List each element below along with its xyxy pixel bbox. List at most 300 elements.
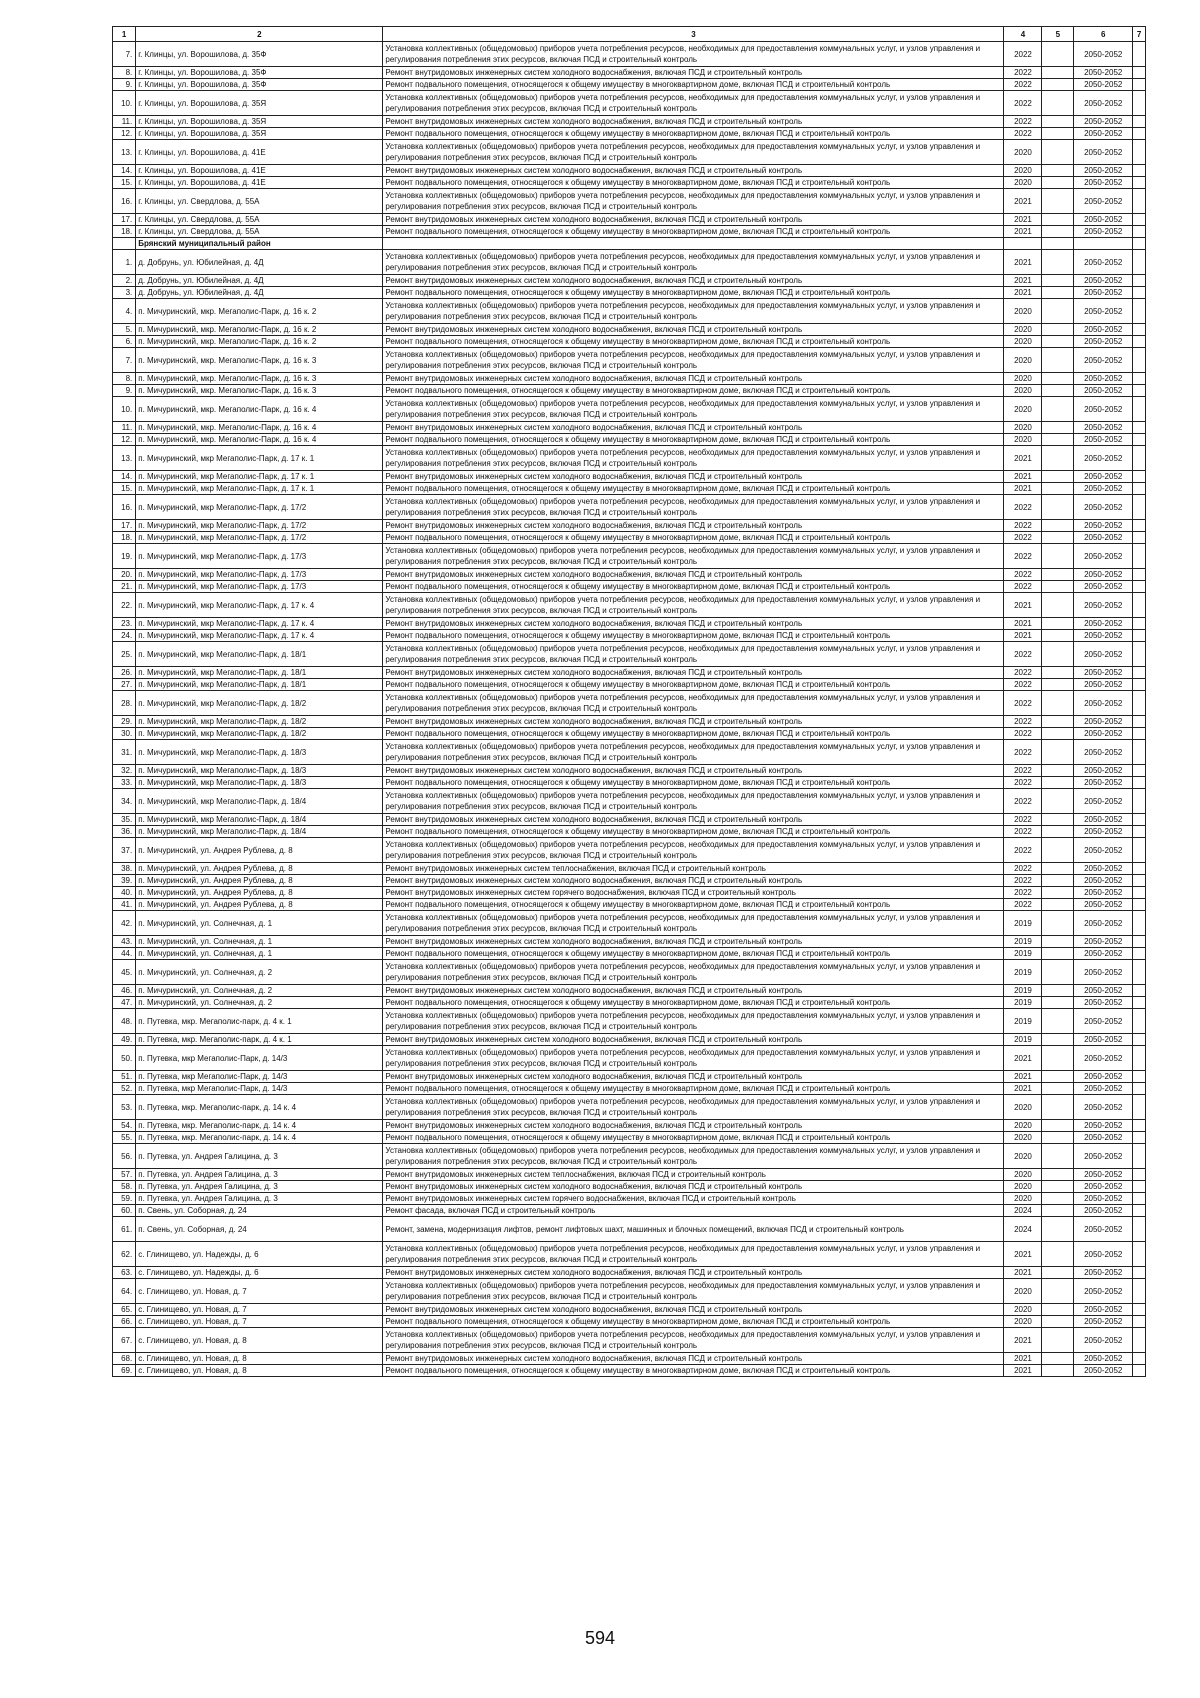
period-cell: 2050-2052: [1074, 1009, 1133, 1034]
table-row: [113, 42, 1146, 67]
work-description-cell: Установка коллективных (общедомовых) приборов учета потребления ресурсов, необходимых для предоставления коммунальных услуг, и узлов управления и регулирования потребления этих ресурсов, включая ПСД и строительный контроль: [383, 691, 1004, 716]
column-5-cell: [1042, 1009, 1074, 1034]
column-7-cell: [1133, 336, 1146, 348]
column-5-cell: [1042, 777, 1074, 789]
year-cell: 2020: [1004, 324, 1042, 336]
year-cell: 2021: [1004, 471, 1042, 483]
row-number: 60.: [113, 1205, 136, 1217]
year-cell: 2020: [1004, 1132, 1042, 1144]
row-number: 33.: [113, 777, 136, 789]
year-cell: 2021: [1004, 483, 1042, 495]
column-7-cell: [1133, 765, 1146, 777]
column-5-cell: [1042, 483, 1074, 495]
table-body: [113, 42, 1146, 1377]
row-number: 69.: [113, 1365, 136, 1377]
period-cell: 2050-2052: [1074, 593, 1133, 618]
column-5-cell: [1042, 618, 1074, 630]
row-number: 14.: [113, 471, 136, 483]
address-cell: п. Мичуринский, ул. Андрея Рублева, д. 8: [136, 863, 383, 875]
table-row: [113, 128, 1146, 140]
period-cell: 2050-2052: [1074, 42, 1133, 67]
address-cell: п. Мичуринский, мкр. Мегаполис-Парк, д. 16 к. 2: [136, 324, 383, 336]
work-description-cell: Ремонт внутридомовых инженерных систем холодного водоснабжения, включая ПСД и строительный контроль: [383, 275, 1004, 287]
column-5-cell: [1042, 789, 1074, 814]
address-cell: г. Клинцы, ул. Ворошилова, д. 35Ф: [136, 42, 383, 67]
period-cell: 2050-2052: [1074, 728, 1133, 740]
section-title: Брянский муниципальный район: [136, 238, 383, 250]
address-cell: п. Мичуринский, мкр Мегаполис-Парк, д. 18/3: [136, 777, 383, 789]
column-header-2: 2: [136, 27, 383, 42]
year-cell: 2021: [1004, 1328, 1042, 1353]
column-5-cell: [1042, 581, 1074, 593]
year-cell: 2024: [1004, 1217, 1042, 1242]
table-row: [113, 948, 1146, 960]
column-7-cell: [1133, 728, 1146, 740]
column-5-cell: [1042, 189, 1074, 214]
row-number: 62.: [113, 1242, 136, 1267]
year-cell: 2020: [1004, 299, 1042, 324]
table-row: [113, 1353, 1146, 1365]
row-number: 24.: [113, 630, 136, 642]
period-cell: 2050-2052: [1074, 691, 1133, 716]
year-cell: 2021: [1004, 275, 1042, 287]
year-cell: 2020: [1004, 373, 1042, 385]
table-row: [113, 1316, 1146, 1328]
table-row: [113, 397, 1146, 422]
work-description-cell: Установка коллективных (общедомовых) приборов учета потребления ресурсов, необходимых для предоставления коммунальных услуг, и узлов управления и регулирования потребления этих ресурсов, включая ПСД и строительный контроль: [383, 838, 1004, 863]
period-cell: 2050-2052: [1074, 495, 1133, 520]
column-7-cell: [1133, 1009, 1146, 1034]
table-row: [113, 1193, 1146, 1205]
year-cell: 2022: [1004, 789, 1042, 814]
table-row: [113, 1009, 1146, 1034]
work-description-cell: Ремонт подвального помещения, относящегося к общему имуществу в многоквартирном доме, включая ПСД и строительный контроль: [383, 128, 1004, 140]
column-5-cell: [1042, 814, 1074, 826]
work-description-cell: Ремонт внутридомовых инженерных систем холодного водоснабжения, включая ПСД и строительный контроль: [383, 936, 1004, 948]
address-cell: с. Глинищево, ул. Надежды, д. 6: [136, 1267, 383, 1279]
work-description-cell: Ремонт подвального помещения, относящегося к общему имуществу в многоквартирном доме, включая ПСД и строительный контроль: [383, 581, 1004, 593]
address-cell: п. Мичуринский, мкр Мегаполис-Парк, д. 17/3: [136, 581, 383, 593]
header-row: [113, 27, 1146, 42]
column-5-cell: [1042, 863, 1074, 875]
period-cell: 2050-2052: [1074, 299, 1133, 324]
address-cell: п. Мичуринский, мкр Мегаполис-Парк, д. 18/4: [136, 826, 383, 838]
period-cell: 2050-2052: [1074, 1046, 1133, 1071]
work-description-cell: Ремонт внутридомовых инженерных систем холодного водоснабжения, включая ПСД и строительный контроль: [383, 765, 1004, 777]
period-cell: 2050-2052: [1074, 1181, 1133, 1193]
year-cell: 2022: [1004, 532, 1042, 544]
column-7-cell: [1133, 226, 1146, 238]
row-number: 15.: [113, 483, 136, 495]
year-cell: 2021: [1004, 593, 1042, 618]
row-number: 5.: [113, 324, 136, 336]
address-cell: п. Мичуринский, мкр Мегаполис-Парк, д. 17/3: [136, 569, 383, 581]
row-number: 19.: [113, 544, 136, 569]
table-row: [113, 667, 1146, 679]
column-7-cell: [1133, 79, 1146, 91]
empty-cell: [1042, 238, 1074, 250]
row-number: 14.: [113, 165, 136, 177]
table-row: [113, 997, 1146, 1009]
row-number: 12.: [113, 434, 136, 446]
work-description-cell: Установка коллективных (общедомовых) приборов учета потребления ресурсов, необходимых для предоставления коммунальных услуг, и узлов управления и регулирования потребления этих ресурсов, включая ПСД и строительный контроль: [383, 911, 1004, 936]
address-cell: п. Мичуринский, мкр Мегаполис-Парк, д. 17/2: [136, 520, 383, 532]
column-7-cell: [1133, 1267, 1146, 1279]
column-5-cell: [1042, 1120, 1074, 1132]
work-description-cell: Установка коллективных (общедомовых) приборов учета потребления ресурсов, необходимых для предоставления коммунальных услуг, и узлов управления и регулирования потребления этих ресурсов, включая ПСД и строительный контроль: [383, 189, 1004, 214]
column-5-cell: [1042, 642, 1074, 667]
column-7-cell: [1133, 630, 1146, 642]
work-description-cell: Ремонт подвального помещения, относящегося к общему имуществу в многоквартирном доме, включая ПСД и строительный контроль: [383, 630, 1004, 642]
work-description-cell: Ремонт внутридомовых инженерных систем холодного водоснабжения, включая ПСД и строительный контроль: [383, 214, 1004, 226]
table-row: [113, 740, 1146, 765]
row-number: 32.: [113, 765, 136, 777]
row-number: 9.: [113, 79, 136, 91]
table-row: [113, 67, 1146, 79]
work-description-cell: Ремонт внутридомовых инженерных систем холодного водоснабжения, включая ПСД и строительный контроль: [383, 520, 1004, 532]
table-row: [113, 422, 1146, 434]
address-cell: п. Мичуринский, ул. Андрея Рублева, д. 8: [136, 875, 383, 887]
address-cell: п. Мичуринский, мкр Мегаполис-Парк, д. 17/2: [136, 532, 383, 544]
address-cell: п. Мичуринский, мкр Мегаполис-Парк, д. 18/1: [136, 642, 383, 667]
table-row: [113, 899, 1146, 911]
table-row: [113, 140, 1146, 165]
year-cell: 2024: [1004, 1205, 1042, 1217]
column-5-cell: [1042, 1242, 1074, 1267]
row-number: 21.: [113, 581, 136, 593]
column-5-cell: [1042, 838, 1074, 863]
period-cell: 2050-2052: [1074, 177, 1133, 189]
row-number: 54.: [113, 1120, 136, 1132]
year-cell: 2020: [1004, 1144, 1042, 1169]
row-number: 39.: [113, 875, 136, 887]
year-cell: 2020: [1004, 422, 1042, 434]
period-cell: 2050-2052: [1074, 1217, 1133, 1242]
work-description-cell: Ремонт внутридомовых инженерных систем холодного водоснабжения, включая ПСД и строительный контроль: [383, 569, 1004, 581]
address-cell: п. Мичуринский, мкр Мегаполис-Парк, д. 18/3: [136, 765, 383, 777]
period-cell: 2050-2052: [1074, 618, 1133, 630]
work-description-cell: Установка коллективных (общедомовых) приборов учета потребления ресурсов, необходимых для предоставления коммунальных услуг, и узлов управления и регулирования потребления этих ресурсов, включая ПСД и строительный контроль: [383, 299, 1004, 324]
column-header-7: 7: [1133, 27, 1146, 42]
column-5-cell: [1042, 1316, 1074, 1328]
period-cell: 2050-2052: [1074, 1316, 1133, 1328]
column-5-cell: [1042, 997, 1074, 1009]
column-5-cell: [1042, 91, 1074, 116]
work-description-cell: Установка коллективных (общедомовых) приборов учета потребления ресурсов, необходимых для предоставления коммунальных услуг, и узлов управления и регулирования потребления этих ресурсов, включая ПСД и строительный контроль: [383, 91, 1004, 116]
column-5-cell: [1042, 275, 1074, 287]
work-description-cell: Ремонт внутридомовых инженерных систем холодного водоснабжения, включая ПСД и строительный контроль: [383, 373, 1004, 385]
table-row: [113, 911, 1146, 936]
period-cell: 2050-2052: [1074, 814, 1133, 826]
row-number: 65.: [113, 1304, 136, 1316]
column-7-cell: [1133, 434, 1146, 446]
address-cell: п. Мичуринский, мкр Мегаполис-Парк, д. 17 к. 4: [136, 630, 383, 642]
row-number: 43.: [113, 936, 136, 948]
work-description-cell: Ремонт подвального помещения, относящегося к общему имуществу в многоквартирном доме, включая ПСД и строительный контроль: [383, 226, 1004, 238]
column-7-cell: [1133, 887, 1146, 899]
work-description-cell: Ремонт подвального помещения, относящегося к общему имуществу в многоквартирном доме, включая ПСД и строительный контроль: [383, 532, 1004, 544]
address-cell: п. Мичуринский, мкр. Мегаполис-Парк, д. 16 к. 2: [136, 336, 383, 348]
row-number: 16.: [113, 495, 136, 520]
address-cell: п. Мичуринский, мкр Мегаполис-Парк, д. 18/1: [136, 667, 383, 679]
row-number: 4.: [113, 299, 136, 324]
work-description-cell: Установка коллективных (общедомовых) приборов учета потребления ресурсов, необходимых для предоставления коммунальных услуг, и узлов управления и регулирования потребления этих ресурсов, включая ПСД и строительный контроль: [383, 1095, 1004, 1120]
row-number: 44.: [113, 948, 136, 960]
column-7-cell: [1133, 1328, 1146, 1353]
table-row: [113, 1205, 1146, 1217]
column-7-cell: [1133, 1353, 1146, 1365]
column-7-cell: [1133, 1279, 1146, 1304]
column-5-cell: [1042, 691, 1074, 716]
work-description-cell: Ремонт внутридомовых инженерных систем холодного водоснабжения, включая ПСД и строительный контроль: [383, 875, 1004, 887]
work-description-cell: Установка коллективных (общедомовых) приборов учета потребления ресурсов, необходимых для предоставления коммунальных услуг, и узлов управления и регулирования потребления этих ресурсов, включая ПСД и строительный контроль: [383, 642, 1004, 667]
period-cell: 2050-2052: [1074, 948, 1133, 960]
year-cell: 2022: [1004, 887, 1042, 899]
year-cell: 2020: [1004, 165, 1042, 177]
column-5-cell: [1042, 385, 1074, 397]
column-5-cell: [1042, 1132, 1074, 1144]
column-7-cell: [1133, 422, 1146, 434]
column-7-cell: [1133, 177, 1146, 189]
table-row: [113, 1034, 1146, 1046]
table-row: [113, 348, 1146, 373]
table-row: [113, 960, 1146, 985]
period-cell: 2050-2052: [1074, 667, 1133, 679]
work-description-cell: Ремонт подвального помещения, относящегося к общему имуществу в многоквартирном доме, включая ПСД и строительный контроль: [383, 434, 1004, 446]
column-5-cell: [1042, 887, 1074, 899]
column-7-cell: [1133, 667, 1146, 679]
row-number: 11.: [113, 422, 136, 434]
period-cell: 2050-2052: [1074, 91, 1133, 116]
work-description-cell: Установка коллективных (общедомовых) приборов учета потребления ресурсов, необходимых для предоставления коммунальных услуг, и узлов управления и регулирования потребления этих ресурсов, включая ПСД и строительный контроль: [383, 960, 1004, 985]
year-cell: 2019: [1004, 1034, 1042, 1046]
work-description-cell: Установка коллективных (общедомовых) приборов учета потребления ресурсов, необходимых для предоставления коммунальных услуг, и узлов управления и регулирования потребления этих ресурсов, включая ПСД и строительный контроль: [383, 446, 1004, 471]
column-5-cell: [1042, 140, 1074, 165]
period-cell: 2050-2052: [1074, 1071, 1133, 1083]
address-cell: п. Мичуринский, ул. Солнечная, д. 1: [136, 948, 383, 960]
table-row: [113, 373, 1146, 385]
work-description-cell: Установка коллективных (общедомовых) приборов учета потребления ресурсов, необходимых для предоставления коммунальных услуг, и узлов управления и регулирования потребления этих ресурсов, включая ПСД и строительный контроль: [383, 348, 1004, 373]
table-row: [113, 483, 1146, 495]
year-cell: 2022: [1004, 79, 1042, 91]
address-cell: п. Мичуринский, мкр Мегаполис-Парк, д. 18/4: [136, 814, 383, 826]
work-description-cell: Ремонт внутридомовых инженерных систем горячего водоснабжения, включая ПСД и строительный контроль: [383, 1193, 1004, 1205]
column-5-cell: [1042, 165, 1074, 177]
address-cell: с. Глинищево, ул. Новая, д. 8: [136, 1328, 383, 1353]
work-description-cell: Ремонт подвального помещения, относящегося к общему имуществу в многоквартирном доме, включая ПСД и строительный контроль: [383, 948, 1004, 960]
address-cell: п. Мичуринский, мкр Мегаполис-Парк, д. 18/4: [136, 789, 383, 814]
table-row: [113, 936, 1146, 948]
column-7-cell: [1133, 385, 1146, 397]
period-cell: 2050-2052: [1074, 936, 1133, 948]
address-cell: с. Глинищево, ул. Новая, д. 8: [136, 1365, 383, 1377]
address-cell: п. Мичуринский, ул. Андрея Рублева, д. 8: [136, 887, 383, 899]
column-7-cell: [1133, 1181, 1146, 1193]
row-number: 61.: [113, 1217, 136, 1242]
address-cell: п. Мичуринский, мкр Мегаполис-Парк, д. 17 к. 4: [136, 618, 383, 630]
address-cell: п. Путевка, ул. Андрея Галицина, д. 3: [136, 1144, 383, 1169]
year-cell: 2020: [1004, 1193, 1042, 1205]
column-7-cell: [1133, 1034, 1146, 1046]
address-cell: г. Клинцы, ул. Свердлова, д. 55А: [136, 214, 383, 226]
period-cell: 2050-2052: [1074, 1132, 1133, 1144]
column-5-cell: [1042, 985, 1074, 997]
address-cell: п. Мичуринский, мкр. Мегаполис-Парк, д. 16 к. 4: [136, 422, 383, 434]
column-7-cell: [1133, 1217, 1146, 1242]
column-5-cell: [1042, 1279, 1074, 1304]
address-cell: д. Добрунь, ул. Юбилейная, д. 4Д: [136, 287, 383, 299]
table-row: [113, 691, 1146, 716]
year-cell: 2022: [1004, 67, 1042, 79]
year-cell: 2020: [1004, 1316, 1042, 1328]
year-cell: 2022: [1004, 863, 1042, 875]
year-cell: 2021: [1004, 250, 1042, 275]
period-cell: 2050-2052: [1074, 838, 1133, 863]
column-7-cell: [1133, 165, 1146, 177]
year-cell: 2021: [1004, 1353, 1042, 1365]
address-cell: д. Добрунь, ул. Юбилейная, д. 4Д: [136, 250, 383, 275]
table-row: [113, 1132, 1146, 1144]
column-7-cell: [1133, 250, 1146, 275]
column-7-cell: [1133, 299, 1146, 324]
row-number: 12.: [113, 128, 136, 140]
table-row: [113, 189, 1146, 214]
table-row: [113, 826, 1146, 838]
column-7-cell: [1133, 1193, 1146, 1205]
table-row: [113, 1365, 1146, 1377]
period-cell: 2050-2052: [1074, 422, 1133, 434]
column-7-cell: [1133, 1083, 1146, 1095]
section-number-cell: [113, 238, 136, 250]
row-number: 68.: [113, 1353, 136, 1365]
column-5-cell: [1042, 1328, 1074, 1353]
column-5-cell: [1042, 1304, 1074, 1316]
period-cell: 2050-2052: [1074, 1365, 1133, 1377]
row-number: 23.: [113, 618, 136, 630]
year-cell: 2022: [1004, 814, 1042, 826]
period-cell: 2050-2052: [1074, 716, 1133, 728]
column-7-cell: [1133, 814, 1146, 826]
year-cell: 2022: [1004, 569, 1042, 581]
year-cell: 2022: [1004, 520, 1042, 532]
column-7-cell: [1133, 1365, 1146, 1377]
period-cell: 2050-2052: [1074, 569, 1133, 581]
column-7-cell: [1133, 642, 1146, 667]
column-5-cell: [1042, 740, 1074, 765]
address-cell: п. Мичуринский, мкр. Мегаполис-Парк, д. 16 к. 3: [136, 348, 383, 373]
period-cell: 2050-2052: [1074, 128, 1133, 140]
row-number: 46.: [113, 985, 136, 997]
year-cell: 2022: [1004, 777, 1042, 789]
table-row: [113, 838, 1146, 863]
year-cell: 2021: [1004, 618, 1042, 630]
year-cell: 2022: [1004, 679, 1042, 691]
table-row: [113, 299, 1146, 324]
row-number: 56.: [113, 1144, 136, 1169]
year-cell: 2021: [1004, 446, 1042, 471]
row-number: 31.: [113, 740, 136, 765]
table-row: [113, 1144, 1146, 1169]
work-description-cell: Ремонт внутридомовых инженерных систем холодного водоснабжения, включая ПСД и строительный контроль: [383, 716, 1004, 728]
table-row: [113, 385, 1146, 397]
period-cell: 2050-2052: [1074, 1353, 1133, 1365]
work-description-cell: Ремонт внутридомовых инженерных систем холодного водоснабжения, включая ПСД и строительный контроль: [383, 1071, 1004, 1083]
period-cell: 2050-2052: [1074, 1144, 1133, 1169]
year-cell: 2022: [1004, 740, 1042, 765]
row-number: 34.: [113, 789, 136, 814]
table-row: [113, 1242, 1146, 1267]
table-row: [113, 177, 1146, 189]
column-5-cell: [1042, 1353, 1074, 1365]
empty-cell: [1004, 238, 1042, 250]
table-row: [113, 226, 1146, 238]
period-cell: 2050-2052: [1074, 1205, 1133, 1217]
row-number: 1.: [113, 250, 136, 275]
column-7-cell: [1133, 569, 1146, 581]
period-cell: 2050-2052: [1074, 471, 1133, 483]
address-cell: г. Клинцы, ул. Ворошилова, д. 41Е: [136, 165, 383, 177]
column-5-cell: [1042, 936, 1074, 948]
work-description-cell: Ремонт внутридомовых инженерных систем холодного водоснабжения, включая ПСД и строительный контроль: [383, 814, 1004, 826]
work-description-cell: Ремонт внутридомовых инженерных систем горячего водоснабжения, включая ПСД и строительный контроль: [383, 887, 1004, 899]
row-number: 45.: [113, 960, 136, 985]
column-7-cell: [1133, 373, 1146, 385]
column-5-cell: [1042, 397, 1074, 422]
column-7-cell: [1133, 1046, 1146, 1071]
row-number: 38.: [113, 863, 136, 875]
column-7-cell: [1133, 948, 1146, 960]
address-cell: г. Клинцы, ул. Ворошилова, д. 35Я: [136, 91, 383, 116]
column-7-cell: [1133, 348, 1146, 373]
table-row: [113, 728, 1146, 740]
year-cell: 2020: [1004, 336, 1042, 348]
column-7-cell: [1133, 1205, 1146, 1217]
work-description-cell: Установка коллективных (общедомовых) приборов учета потребления ресурсов, необходимых для предоставления коммунальных услуг, и узлов управления и регулирования потребления этих ресурсов, включая ПСД и строительный контроль: [383, 140, 1004, 165]
table-row: [113, 1279, 1146, 1304]
period-cell: 2050-2052: [1074, 483, 1133, 495]
period-cell: 2050-2052: [1074, 1328, 1133, 1353]
period-cell: 2050-2052: [1074, 116, 1133, 128]
work-description-cell: Ремонт подвального помещения, относящегося к общему имуществу в многоквартирном доме, включая ПСД и строительный контроль: [383, 826, 1004, 838]
column-7-cell: [1133, 1304, 1146, 1316]
period-cell: 2050-2052: [1074, 226, 1133, 238]
year-cell: 2019: [1004, 997, 1042, 1009]
work-description-cell: Ремонт подвального помещения, относящегося к общему имуществу в многоквартирном доме, включая ПСД и строительный контроль: [383, 777, 1004, 789]
period-cell: 2050-2052: [1074, 532, 1133, 544]
address-cell: с. Глинищево, ул. Новая, д. 7: [136, 1304, 383, 1316]
year-cell: 2020: [1004, 177, 1042, 189]
table-row: [113, 1169, 1146, 1181]
column-5-cell: [1042, 544, 1074, 569]
address-cell: п. Свень, ул. Соборная, д. 24: [136, 1217, 383, 1242]
year-cell: 2022: [1004, 642, 1042, 667]
column-5-cell: [1042, 899, 1074, 911]
row-number: 52.: [113, 1083, 136, 1095]
period-cell: 2050-2052: [1074, 1304, 1133, 1316]
period-cell: 2050-2052: [1074, 250, 1133, 275]
address-cell: п. Мичуринский, мкр. Мегаполис-Парк, д. 16 к. 2: [136, 299, 383, 324]
period-cell: 2050-2052: [1074, 740, 1133, 765]
work-description-cell: Ремонт внутридомовых инженерных систем холодного водоснабжения, включая ПСД и строительный контроль: [383, 422, 1004, 434]
work-description-cell: Ремонт внутридомовых инженерных систем холодного водоснабжения, включая ПСД и строительный контроль: [383, 1120, 1004, 1132]
period-cell: 2050-2052: [1074, 863, 1133, 875]
row-number: 8.: [113, 67, 136, 79]
column-7-cell: [1133, 777, 1146, 789]
column-7-cell: [1133, 740, 1146, 765]
row-number: 10.: [113, 91, 136, 116]
period-cell: 2050-2052: [1074, 214, 1133, 226]
column-7-cell: [1133, 116, 1146, 128]
